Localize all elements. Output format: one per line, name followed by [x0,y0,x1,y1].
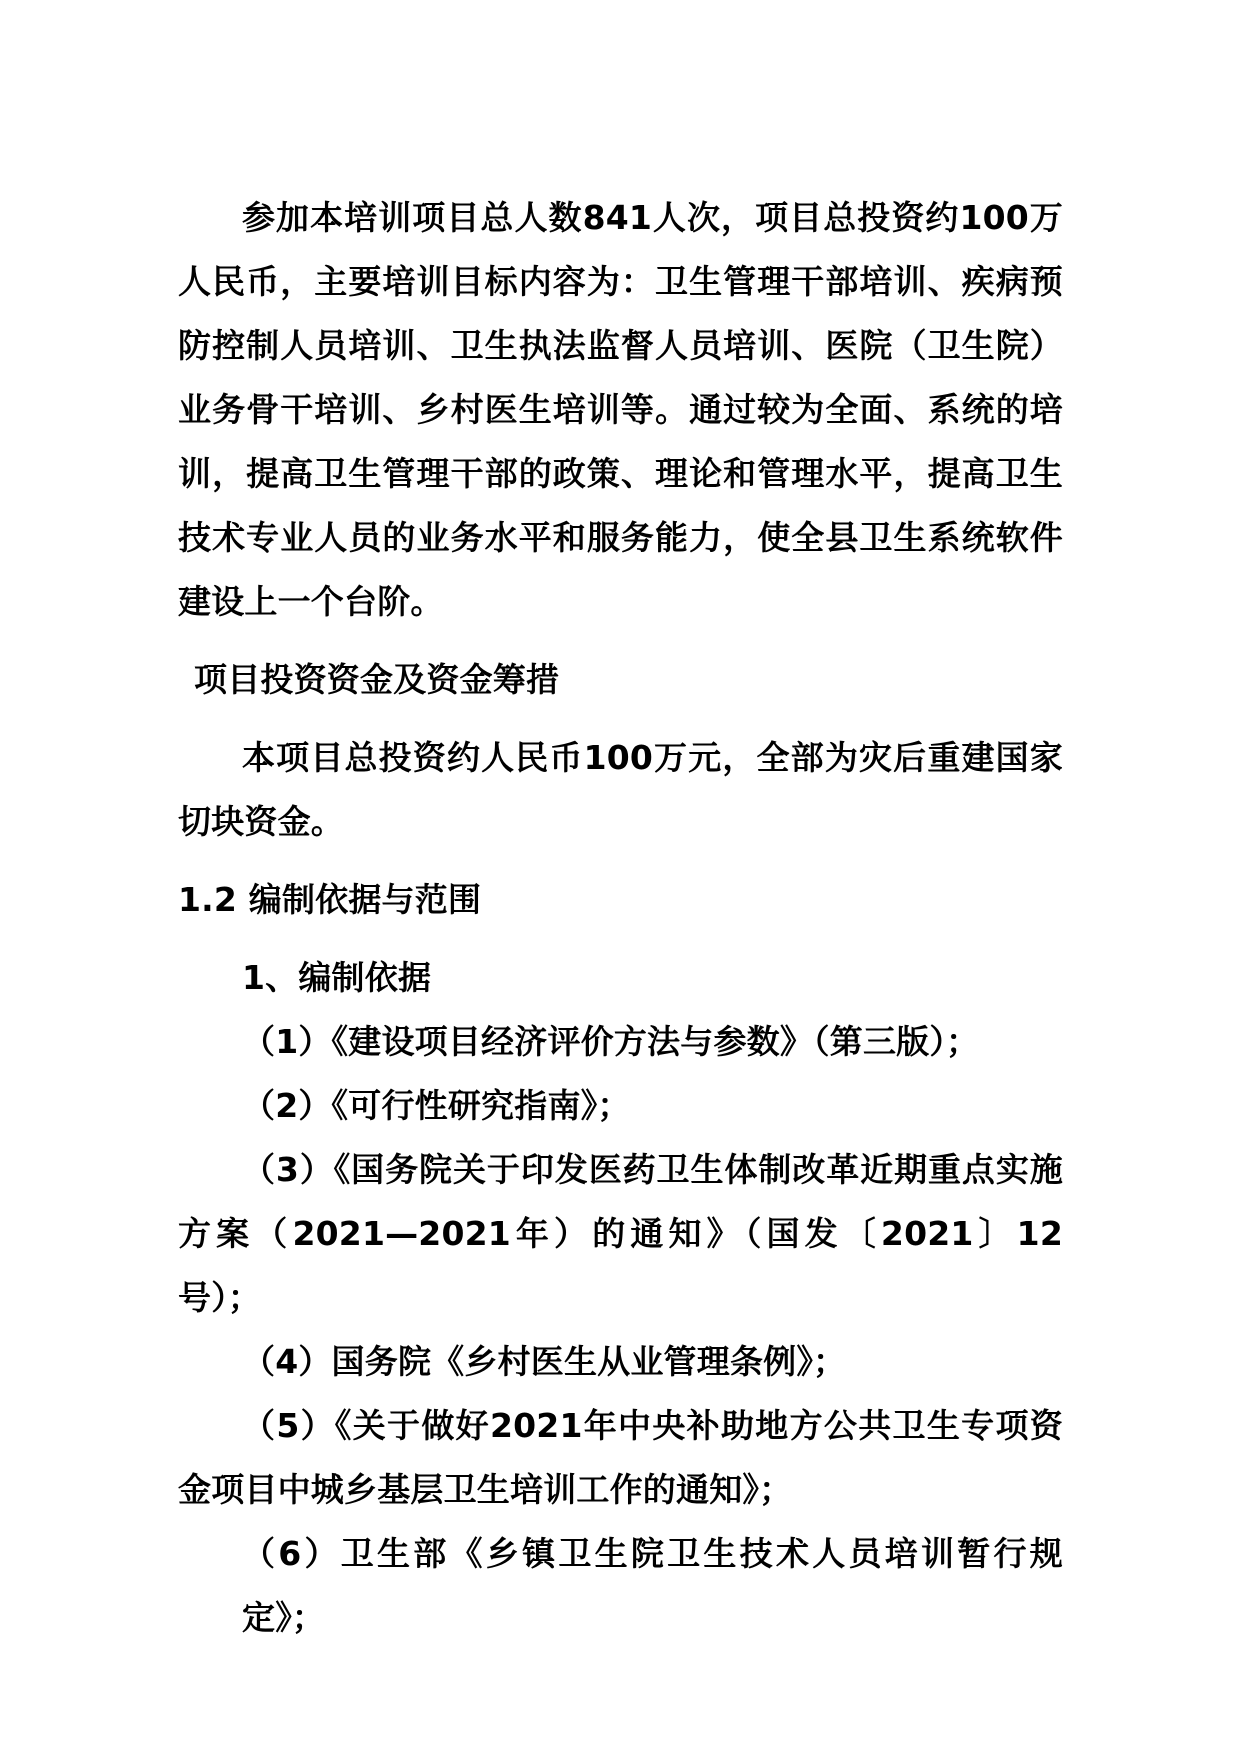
investment-heading: 项目投资资金及资金筹措 [194,660,560,699]
reference-item: （4）国务院《乡村医生从业管理条例》； [242,1342,847,1381]
reference-item: （6）卫生部《乡镇卫生院卫生技术人员培训暂行规定》； [242,1534,1063,1637]
reference-item: （1）《建设项目经济评价方法与参数》（第三版）； [242,1022,980,1061]
section-heading: 1.2 编制依据与范围 [178,880,482,919]
reference-item: （5）《关于做好2021年中央补助地方公共卫生专项资金项目中城乡基层卫生培训工作的通知》； [178,1406,1063,1509]
investment-paragraph: 本项目总投资约人民币100万元，全部为灾后重建国家切块资金。 [178,738,1063,841]
intro-paragraph: 参加本培训项目总人数841人次，项目总投资约100万人民币，主要培训目标内容为：卫生管理干部培训、疾病预防控制人员培训、卫生执法监督人员培训、医院（卫生院）业务骨干培训、乡村医生培训等。通过较为全面、系统的培训，提高卫生管理干部的政策、理论和管理水平，提高卫生技术专业人员的业务水平和服务能力，使全县卫生系统软件建设上一个台阶。 [178,198,1063,621]
reference-item: （2）《可行性研究指南》； [242,1086,631,1125]
reference-item: （3）《国务院关于印发医药卫生体制改革近期重点实施方案（2021—2021年）的通知》（国发〔2021〕12号）； [178,1150,1063,1317]
document-body [178,186,1063,1650]
basis-heading: 1、编制依据 [242,958,432,997]
